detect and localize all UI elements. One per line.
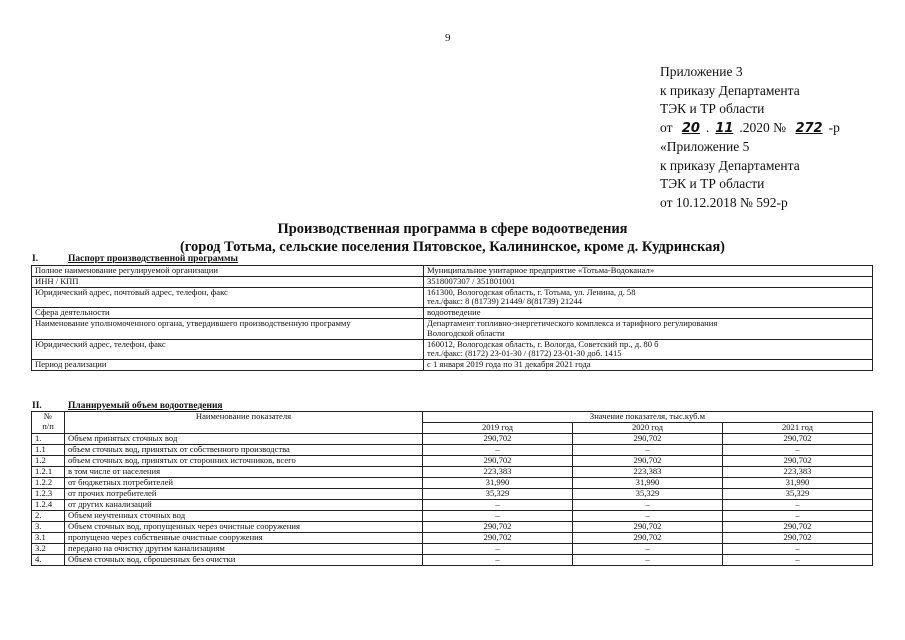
row-value: – (723, 543, 873, 554)
title-line-1: Производственная программа в сфере водоотведения (277, 221, 628, 237)
order-suffix: -р (828, 119, 840, 135)
row-number: 3.2 (32, 543, 65, 554)
passport-row (32, 360, 873, 371)
appendix-line: ТЭК и ТР области (660, 101, 765, 116)
row-number: 1.2.3 (32, 488, 65, 499)
table-row (32, 455, 873, 466)
table-row (32, 444, 873, 455)
col-number-header: № п/п (32, 412, 65, 434)
row-number: 1. (32, 433, 65, 444)
appendix-block (660, 63, 840, 212)
date-year: .2020 № (739, 119, 787, 135)
passport-key: Полное наименование регулируемой организации (32, 266, 424, 277)
passport-value: Департамент топливно-энергетического комплекса и тарифного регулирования Вологодской области (424, 318, 873, 339)
passport-key: Юридический адрес, почтовый адрес, телефон, факс (32, 287, 424, 308)
appendix-line: к приказу Департамента (660, 157, 800, 173)
passport-value: водоотведение (424, 308, 873, 319)
row-indicator-name: Объем принятых сточных вод (65, 433, 423, 444)
row-number: 1.1 (32, 444, 65, 455)
row-value: – (573, 499, 723, 510)
row-value: – (423, 444, 573, 455)
volume-table (31, 411, 873, 566)
page-number: 9 (445, 32, 451, 44)
row-value: 31,990 (423, 477, 573, 488)
row-value: 290,702 (423, 532, 573, 543)
passport-value: 160012, Вологодская область, г. Вологда, Советский пр., д. 80 б тел./факс: (8172) 23-01-30 / (8172) 23-01-30 доб. 1415 (424, 339, 873, 360)
row-value: 223,383 (423, 466, 573, 477)
table-row (32, 554, 873, 565)
row-indicator-name: передано на очистку другим канализациям (65, 543, 423, 554)
row-value: – (573, 554, 723, 565)
row-value: – (723, 510, 873, 521)
appendix-line: к приказу Департамента (660, 82, 800, 98)
row-value: 31,990 (723, 477, 873, 488)
col-name-header: Наименование показателя (65, 412, 423, 434)
table-row (32, 543, 873, 554)
row-value: 35,329 (723, 488, 873, 499)
row-value: – (423, 499, 573, 510)
passport-key: Сфера деятельности (32, 308, 424, 319)
row-indicator-name: Объем сточных вод, сброшенных без очистки (65, 554, 423, 565)
appendix-line: от 10.12.2018 № 592-р (660, 194, 788, 210)
row-value: – (723, 444, 873, 455)
row-indicator-name: Объем сточных вод, пропущенных через очистные сооружения (65, 521, 423, 532)
row-value: 290,702 (573, 532, 723, 543)
year-header: 2021 год (723, 422, 873, 433)
table-row (32, 510, 873, 521)
row-value: – (723, 554, 873, 565)
row-value: 290,702 (573, 433, 723, 444)
title-line-2: (город Тотьма, сельские поселения Пятовское, Калининское, кроме д. Кудринская) (179, 239, 726, 255)
section-1-heading (32, 254, 238, 264)
passport-row (32, 339, 873, 360)
row-value: 290,702 (573, 455, 723, 466)
section-number: II. (32, 401, 42, 411)
row-number: 1.2.1 (32, 466, 65, 477)
passport-table (31, 265, 873, 371)
row-value: – (723, 499, 873, 510)
table-row (32, 477, 873, 488)
row-value: 290,702 (723, 521, 873, 532)
row-value: 290,702 (423, 455, 573, 466)
passport-key: Наименование уполномоченного органа, утвердившего производственную программу (32, 318, 424, 339)
row-value: – (423, 543, 573, 554)
year-header: 2019 год (423, 422, 573, 433)
table-row (32, 532, 873, 543)
passport-value: Муниципальное унитарное предприятие «Тотьма-Водоканал» (424, 266, 873, 277)
section-title: Паспорт производственной программы (68, 254, 238, 264)
row-indicator-name: в том числе от населения (65, 466, 423, 477)
col-value-group-header: Значение показателя, тыс.куб.м (423, 412, 873, 423)
appendix-line: Приложение 3 (660, 64, 743, 79)
row-indicator-name: от других канализаций (65, 499, 423, 510)
row-indicator-name: объем сточных вод, принятых от собственного производства (65, 444, 423, 455)
handwritten-order-number: 272 (795, 120, 823, 136)
row-value: 35,329 (573, 488, 723, 499)
passport-row (32, 287, 873, 308)
passport-row (32, 308, 873, 319)
table-row (32, 499, 873, 510)
row-value: – (423, 554, 573, 565)
row-number: 1.2.4 (32, 499, 65, 510)
row-value: 223,383 (723, 466, 873, 477)
appendix-date-line: от 20 . 11 .2020 № 272 -р (660, 119, 840, 136)
table-row (32, 488, 873, 499)
passport-key: ИНН / КПП (32, 276, 424, 287)
row-value: – (573, 543, 723, 554)
row-value: 290,702 (723, 433, 873, 444)
section-number: I. (32, 254, 39, 264)
passport-row (32, 266, 873, 277)
row-value: 31,990 (573, 477, 723, 488)
row-indicator-name: от бюджетных потребителей (65, 477, 423, 488)
row-value: 290,702 (423, 433, 573, 444)
handwritten-month: 11 (715, 120, 734, 136)
table-row (32, 521, 873, 532)
row-number: 3.1 (32, 532, 65, 543)
year-header: 2020 год (573, 422, 723, 433)
row-value: 290,702 (723, 455, 873, 466)
row-value: 223,383 (573, 466, 723, 477)
row-value: 35,329 (423, 488, 573, 499)
passport-row (32, 276, 873, 287)
table-row (32, 433, 873, 444)
appendix-line: ТЭК и ТР области (660, 176, 765, 191)
row-value: – (423, 510, 573, 521)
passport-value: 161300, Вологодская область, г. Тотьма, ул. Ленина, д. 58 тел./факс: 8 (81739) 21449/ 8(81739) 21244 (424, 287, 873, 308)
section-title: Планируемый объем водоотведения (68, 401, 223, 411)
document-title (30, 220, 875, 256)
row-value: – (573, 444, 723, 455)
row-value: – (573, 510, 723, 521)
appendix-line: «Приложение 5 (660, 139, 750, 154)
passport-key: Юридический адрес, телефон, факс (32, 339, 424, 360)
row-number: 2. (32, 510, 65, 521)
section-2-heading (32, 401, 223, 411)
row-number: 1.2 (32, 455, 65, 466)
handwritten-day: 20 (681, 120, 700, 136)
table-row (32, 466, 873, 477)
row-indicator-name: пропущено через собственные очистные сооружения (65, 532, 423, 543)
row-number: 4. (32, 554, 65, 565)
row-value: 290,702 (723, 532, 873, 543)
row-number: 3. (32, 521, 65, 532)
row-number: 1.2.2 (32, 477, 65, 488)
passport-value: с 1 января 2019 года по 31 декабря 2021 года (424, 360, 873, 371)
passport-row (32, 318, 873, 339)
row-indicator-name: от прочих потребителей (65, 488, 423, 499)
passport-key: Период реализации (32, 360, 424, 371)
date-prefix: от (660, 119, 673, 135)
row-indicator-name: объем сточных вод, принятых от сторонних источников, всего (65, 455, 423, 466)
row-value: 290,702 (423, 521, 573, 532)
passport-value: 3518007307 / 351801001 (424, 276, 873, 287)
row-indicator-name: Объем неучтенных сточных вод (65, 510, 423, 521)
row-value: 290,702 (573, 521, 723, 532)
